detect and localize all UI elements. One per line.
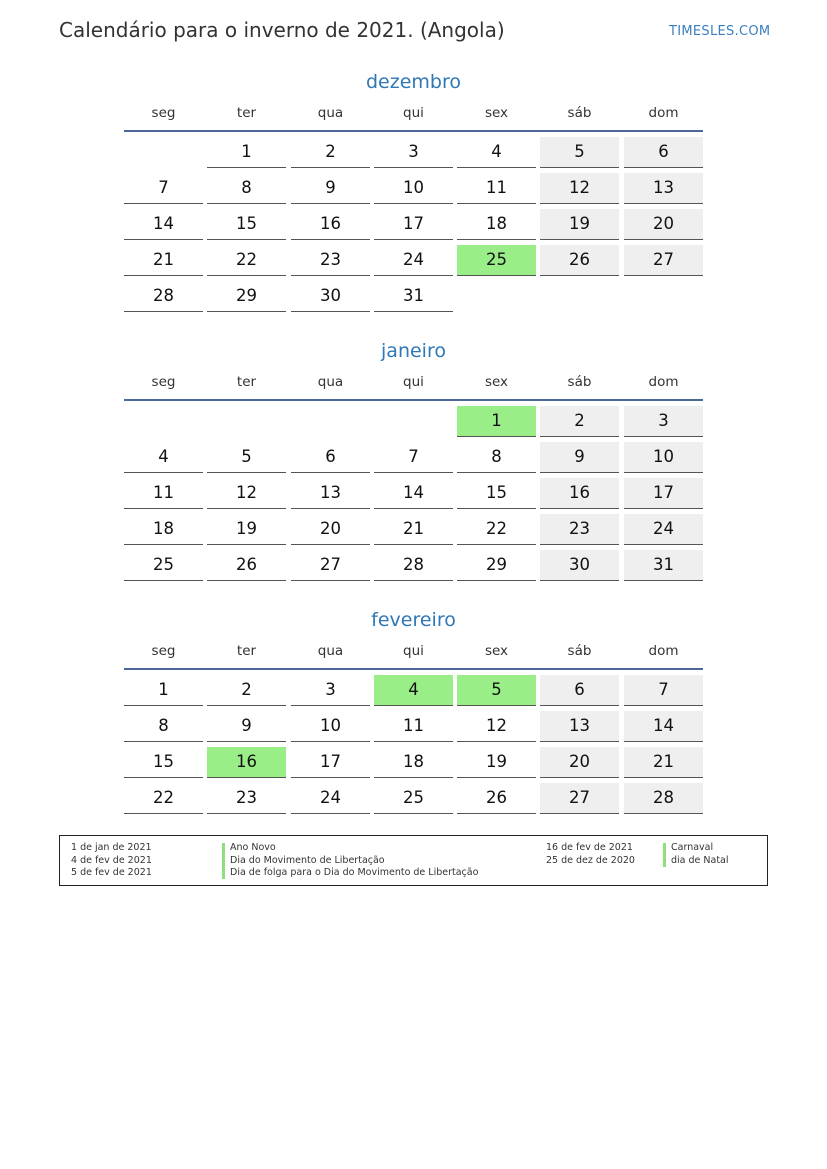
legend-date: 16 de fev de 2021	[546, 842, 633, 853]
day-cell: 19	[540, 209, 619, 240]
legend-date: 5 de fev de 2021	[71, 867, 152, 878]
day-cell: 26	[540, 245, 619, 276]
day-cell: 24	[624, 514, 703, 545]
day-cell: 14	[624, 711, 703, 742]
day-cell: 25	[374, 783, 453, 814]
day-cell: 24	[374, 245, 453, 276]
day-cell: 22	[124, 783, 203, 814]
weekday-label: seg	[151, 643, 176, 659]
page-title: Calendário para o inverno de 2021. (Angola)	[59, 18, 505, 42]
weekday-label: seg	[151, 374, 176, 390]
day-cell: 20	[624, 209, 703, 240]
weekday-label: ter	[236, 105, 257, 121]
day-cell: 7	[624, 675, 703, 706]
day-cell: 3	[291, 675, 370, 706]
day-cell: 28	[374, 550, 453, 581]
day-cell: 29	[207, 281, 286, 312]
day-cell: 11	[374, 711, 453, 742]
weekday-label: seg	[151, 105, 176, 121]
weekday-label: sáb	[567, 105, 592, 121]
day-cell: 16	[540, 478, 619, 509]
day-cell: 5	[540, 137, 619, 168]
day-cell: 28	[624, 783, 703, 814]
legend-left-names	[230, 842, 478, 880]
legend-holiday-name: Dia de folga para o Dia do Movimento de Libertação	[230, 867, 479, 878]
day-cell: 11	[124, 478, 203, 509]
day-cell: 24	[291, 783, 370, 814]
legend-date: 4 de fev de 2021	[71, 854, 152, 866]
day-cell: 6	[624, 137, 703, 168]
weekday-label: dom	[648, 105, 679, 121]
weekday-label: sáb	[567, 643, 592, 659]
day-cell: 25	[124, 550, 203, 581]
day-cell: 6	[540, 675, 619, 706]
holiday-day-cell: 25	[457, 245, 536, 276]
holiday-legend	[59, 835, 768, 886]
weekday-label: sex	[484, 105, 509, 121]
day-cell: 2	[291, 137, 370, 168]
weekday-label: ter	[236, 374, 257, 390]
day-cell: 17	[291, 747, 370, 778]
day-cell: 13	[540, 711, 619, 742]
week-grid	[124, 670, 703, 818]
day-cell: 27	[291, 550, 370, 581]
day-cell: 12	[207, 478, 286, 509]
weekday-label: qua	[317, 643, 344, 659]
day-cell: 4	[124, 442, 203, 473]
holiday-day-cell: 1	[457, 406, 536, 437]
weekday-header	[124, 104, 703, 130]
legend-right-names	[671, 842, 729, 867]
weekday-label: dom	[648, 643, 679, 659]
day-cell: 19	[207, 514, 286, 545]
month-february	[124, 606, 703, 818]
day-cell: 9	[207, 711, 286, 742]
day-cell: 23	[291, 245, 370, 276]
day-cell: 15	[124, 747, 203, 778]
day-cell: 9	[291, 173, 370, 204]
day-cell: 4	[457, 137, 536, 168]
day-cell: 23	[540, 514, 619, 545]
legend-holiday-name: Ano Novo	[230, 842, 276, 853]
day-cell: 15	[207, 209, 286, 240]
month-name: fevereiro	[371, 609, 456, 631]
day-cell: 7	[374, 442, 453, 473]
legend-date: 1 de jan de 2021	[71, 842, 152, 853]
day-cell: 28	[124, 281, 203, 312]
day-cell: 9	[540, 442, 619, 473]
day-cell: 15	[457, 478, 536, 509]
day-cell: 17	[374, 209, 453, 240]
day-cell: 8	[457, 442, 536, 473]
month-december	[124, 68, 703, 316]
day-cell: 5	[207, 442, 286, 473]
weekday-header	[124, 642, 703, 668]
weekday-label: qua	[317, 105, 344, 121]
weekday-label: qui	[403, 105, 424, 121]
day-cell: 14	[124, 209, 203, 240]
legend-left-dates	[71, 842, 152, 880]
day-cell: 17	[624, 478, 703, 509]
day-cell: 8	[124, 711, 203, 742]
day-cell: 8	[207, 173, 286, 204]
day-cell: 14	[374, 478, 453, 509]
weekday-label: sáb	[567, 374, 592, 390]
day-cell: 12	[457, 711, 536, 742]
holiday-marker	[222, 843, 225, 879]
day-cell: 2	[540, 406, 619, 437]
day-cell: 22	[207, 245, 286, 276]
day-cell: 1	[207, 137, 286, 168]
day-cell: 10	[291, 711, 370, 742]
day-cell: 29	[457, 550, 536, 581]
brand-link[interactable]: TIMESLES.COM	[669, 24, 771, 39]
day-cell: 12	[540, 173, 619, 204]
legend-holiday-name: Dia do Movimento de Libertação	[230, 854, 385, 866]
day-cell: 3	[624, 406, 703, 437]
month-name: dezembro	[366, 71, 461, 93]
weekday-label: dom	[648, 374, 679, 390]
weekday-label: sex	[484, 643, 509, 659]
day-cell: 21	[374, 514, 453, 545]
day-cell: 23	[207, 783, 286, 814]
weekday-label: sex	[484, 374, 509, 390]
legend-right-dates	[546, 842, 635, 867]
day-cell: 30	[540, 550, 619, 581]
month-january	[124, 337, 703, 585]
day-cell: 22	[457, 514, 536, 545]
day-cell: 31	[624, 550, 703, 581]
day-cell: 20	[291, 514, 370, 545]
week-grid	[124, 132, 703, 316]
day-cell: 13	[291, 478, 370, 509]
day-cell: 6	[291, 442, 370, 473]
day-cell: 27	[624, 245, 703, 276]
weekday-label: qua	[317, 374, 344, 390]
day-cell: 10	[624, 442, 703, 473]
holiday-day-cell: 5	[457, 675, 536, 706]
weekday-label: qui	[403, 374, 424, 390]
day-cell: 2	[207, 675, 286, 706]
day-cell: 19	[457, 747, 536, 778]
day-cell: 3	[374, 137, 453, 168]
day-cell: 11	[457, 173, 536, 204]
weekday-header	[124, 373, 703, 399]
day-cell: 31	[374, 281, 453, 312]
holiday-day-cell: 16	[207, 747, 286, 778]
legend-holiday-name: Carnaval	[671, 842, 714, 853]
month-name: janeiro	[381, 340, 446, 362]
holiday-day-cell: 4	[374, 675, 453, 706]
day-cell: 18	[124, 514, 203, 545]
legend-holiday-name: dia de Natal	[671, 854, 729, 866]
day-cell: 13	[624, 173, 703, 204]
weekday-label: ter	[236, 643, 257, 659]
day-cell: 26	[457, 783, 536, 814]
day-cell: 26	[207, 550, 286, 581]
day-cell: 30	[291, 281, 370, 312]
day-cell: 21	[124, 245, 203, 276]
day-cell: 20	[540, 747, 619, 778]
holiday-marker	[663, 843, 666, 867]
day-cell: 27	[540, 783, 619, 814]
legend-date: 25 de dez de 2020	[546, 854, 635, 866]
weekday-label: qui	[403, 643, 424, 659]
day-cell: 16	[291, 209, 370, 240]
day-cell: 21	[624, 747, 703, 778]
day-cell: 1	[124, 675, 203, 706]
day-cell: 18	[457, 209, 536, 240]
day-cell: 7	[124, 173, 203, 204]
week-grid	[124, 401, 703, 585]
day-cell: 10	[374, 173, 453, 204]
day-cell: 18	[374, 747, 453, 778]
